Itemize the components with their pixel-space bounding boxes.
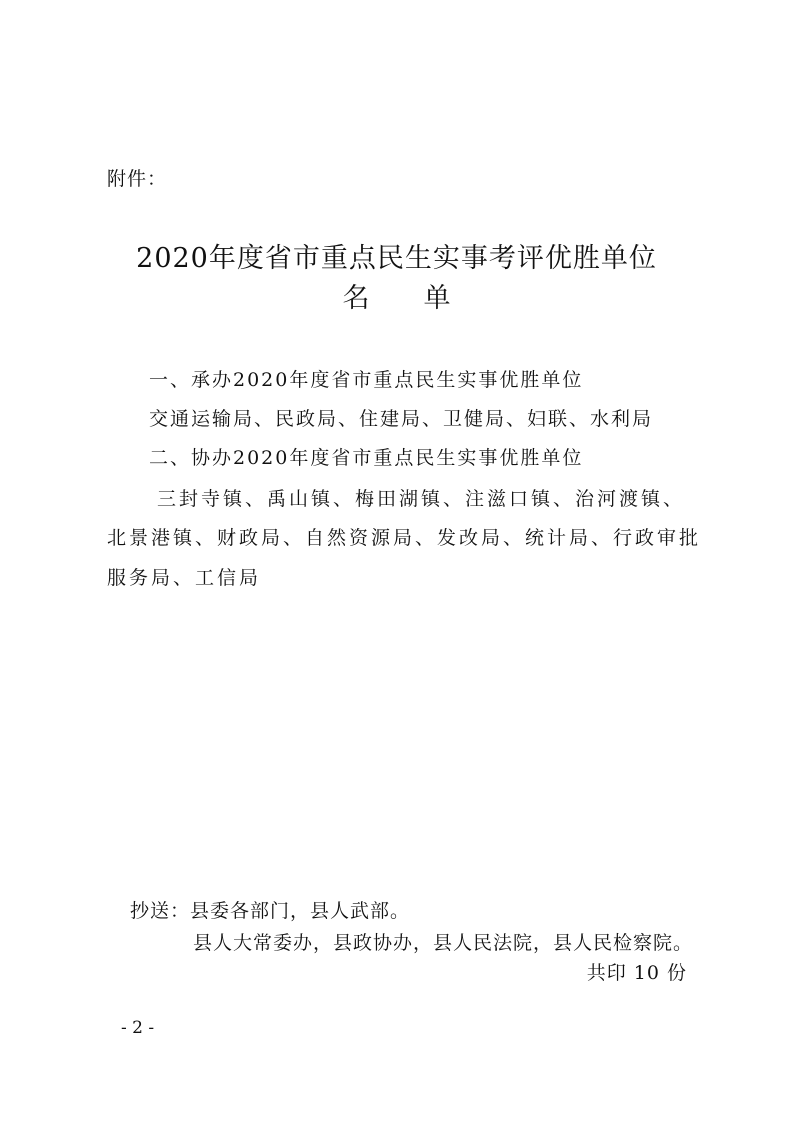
document-title-line2 [0, 276, 793, 315]
title-char-dan: 单 [423, 283, 451, 314]
document-title: 2020年度省市重点民生实事考评优胜单位 [136, 243, 657, 274]
section-2-heading: 二、协办2020年度省市重点民生实事优胜单位 [149, 447, 584, 469]
section-2-content-line-3: 服务局、工信局 [107, 567, 262, 589]
title-char-ming: 名 [342, 283, 370, 314]
section-2-content-line-1: 三封寺镇、禹山镇、梅田湖镇、注滋口镇、治河渡镇、 [157, 488, 686, 510]
section-2-content-line-2: 北景港镇、财政局、自然资源局、发改局、统计局、行政审批 [107, 527, 702, 549]
section-1-heading: 一、承办2020年度省市重点民生实事优胜单位 [149, 369, 584, 391]
page-number: - 2 - [121, 1018, 155, 1038]
attachment-label: 附件： [107, 168, 168, 190]
cc-line-2: 县人大常委办，县政协办，县人民法院，县人民检察院。 [193, 932, 694, 954]
copies-count: 共印 10 份 [586, 962, 687, 984]
cc-line-1: 抄送：县委各部门，县人武部。 [130, 900, 411, 922]
section-1-content: 交通运输局、民政局、住建局、卫健局、妇联、水利局 [149, 408, 654, 430]
